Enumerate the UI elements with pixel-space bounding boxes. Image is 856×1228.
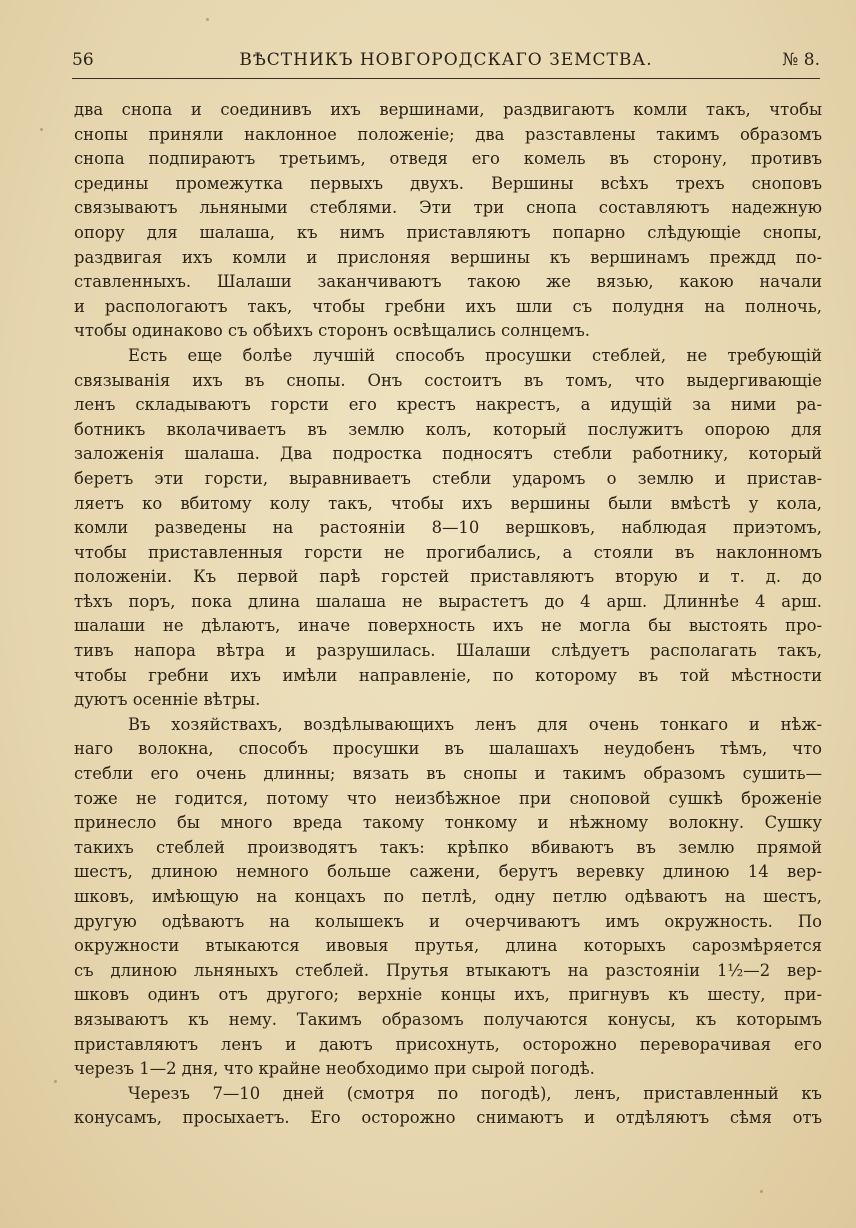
text-line: ставленныхъ. Шалаши заканчиваютъ такою же вязью, какою начали bbox=[74, 272, 822, 292]
text-line: чтобы гребни ихъ имѣли направленiе, по которому въ той мѣстности bbox=[74, 665, 822, 685]
header-rule bbox=[72, 78, 820, 79]
text-line: тивъ напора вѣтра и разрушилась. Шалаши слѣдуетъ располагать такъ, bbox=[74, 641, 822, 661]
text-line: шковъ, имѣющую на концахъ по петлѣ, одну петлю одѣваютъ на шестъ, bbox=[74, 887, 822, 906]
text-line: чтобы приставленныя горсти не прогибались, а стояли въ наклонномъ bbox=[74, 542, 822, 562]
text-line: средины промежутка первыхъ двухъ. Вершины всѣхъ трехъ сноповъ bbox=[74, 173, 822, 193]
page-number: 56 bbox=[72, 50, 94, 70]
text-line: беретъ эти горсти, выравниваетъ стебли ударомъ о землю и пристав- bbox=[74, 468, 822, 488]
text-line: Черезъ 7—10 дней (смотря по погодѣ), ленъ, приставленный къ bbox=[128, 1083, 822, 1103]
issue-number: № 8. bbox=[782, 50, 820, 70]
text-line: окружности втыкаются ивовыя прутья, длина которыхъ сарозмѣряется bbox=[74, 936, 822, 956]
text-line: вязываютъ къ нему. Такимъ образомъ получаются конусы, къ которымъ bbox=[74, 1009, 822, 1029]
paper-speck bbox=[40, 128, 43, 131]
paper-speck bbox=[206, 18, 209, 21]
paper-speck bbox=[54, 1080, 57, 1083]
text-line: черезъ 1—2 дня, что крайне необходимо при сырой погодѣ. bbox=[74, 1059, 595, 1079]
text-line: такихъ стеблей производятъ такъ: крѣпко вбиваютъ въ землю прямой bbox=[74, 837, 822, 857]
text-line: Есть еще болѣе лучшiй способъ просушки стеблей, не требующiй bbox=[128, 345, 822, 365]
text-line: ленъ складываютъ горсти его крестъ накрестъ, а идущiй за ними ра- bbox=[74, 395, 822, 415]
text-line: комли разведены на растоянiи 8—10 вершковъ, наблюдая приэтомъ, bbox=[74, 518, 822, 538]
text-line: стебли его очень длинны; вязать въ снопы и такимъ образомъ сушить— bbox=[74, 764, 822, 784]
text-line: связываютъ льняными стеблями. Эти три снопа составляютъ надежную bbox=[74, 198, 822, 218]
text-line: ботникъ вколачиваетъ въ землю колъ, который послужитъ опорою для bbox=[74, 419, 822, 439]
text-line: два снопа и соединивъ ихъ вершинами, раздвигаютъ комли такъ, чтобы bbox=[74, 100, 822, 119]
text-line: дуютъ осеннiе вѣтры. bbox=[74, 690, 261, 710]
paper-speck bbox=[760, 1190, 763, 1193]
text-line: раздвигая ихъ комли и прислоняя вершины къ вершинамъ преждд по- bbox=[74, 247, 822, 267]
text-line: тѣхъ поръ, пока длина шалаша не выраcтетъ до 4 арш. Длиннѣе 4 арш. bbox=[74, 591, 822, 611]
running-header bbox=[72, 46, 820, 76]
text-line: шестъ, длиною немного больше сажени, берутъ веревку длиною 14 вер- bbox=[74, 862, 822, 882]
text-line: ляетъ ко вбитому колу такъ, чтобы ихъ вершины были вмѣстѣ у кола, bbox=[74, 493, 822, 513]
text-line: наго волокна, способъ просушки въ шалашахъ неудобенъ тѣмъ, что bbox=[74, 739, 822, 759]
text-line: другую одѣваютъ на колышекъ и очерчиваютъ имъ окружность. По bbox=[74, 911, 822, 931]
text-line: шалаши не дѣлаютъ, иначе поверхность ихъ не могла бы выстоять про- bbox=[74, 616, 822, 636]
text-line: заложенiя шалаша. Два подростка подносятъ стебли работнику, который bbox=[74, 444, 822, 464]
text-line: Въ хозяйствахъ, воздѣлывающихъ ленъ для очень тонкаго и нѣж- bbox=[128, 714, 822, 734]
text-line: чтобы одинаково съ обѣихъ сторонъ освѣщались солнцемъ. bbox=[74, 321, 591, 341]
text-line: конусамъ, просыхаетъ. Его осторожно снимаютъ и отдѣляютъ сѣмя отъ bbox=[74, 1108, 822, 1128]
journal-title: ВѢСТНИКЪ НОВГОРОДСКАГО ЗЕМСТВА. bbox=[239, 50, 653, 70]
text-line: связыванiя ихъ въ снопы. Онъ состоитъ въ томъ, что выдергивающiе bbox=[74, 370, 822, 390]
text-line: приставляютъ ленъ и даютъ присохнуть, осторожно переворачивая его bbox=[74, 1034, 822, 1054]
text-line: снопа подпираютъ третьимъ, отведя его комель въ сторону, противъ bbox=[74, 149, 822, 169]
text-line: съ длиною льняныхъ стеблей. Прутья втыкаютъ на разстоянiи 1½—2 вер- bbox=[74, 960, 822, 980]
text-line: шковъ одинъ отъ другого; верхнiе концы ихъ, пригнувъ къ шесту, при- bbox=[74, 985, 822, 1005]
text-line: опору для шалаша, къ нимъ приставляютъ попарно слѣдующiе снопы, bbox=[74, 222, 822, 242]
text-line: и распологаютъ такъ, чтобы гребни ихъ шли съ полудня на полночь, bbox=[74, 296, 822, 316]
text-line: принесло бы много вреда такому тонкому и нѣжному волокну. Сушку bbox=[74, 813, 822, 833]
text-line: тоже не годится, потому что неизбѣжное при сноповой сушкѣ броженiе bbox=[74, 788, 822, 808]
body-text bbox=[74, 98, 822, 1131]
text-line: положенiи. Къ первой парѣ горстей приставляютъ вторую и т. д. до bbox=[74, 567, 822, 587]
text-line: снопы приняли наклонное положенiе; два разставлены такимъ образомъ bbox=[74, 124, 822, 144]
